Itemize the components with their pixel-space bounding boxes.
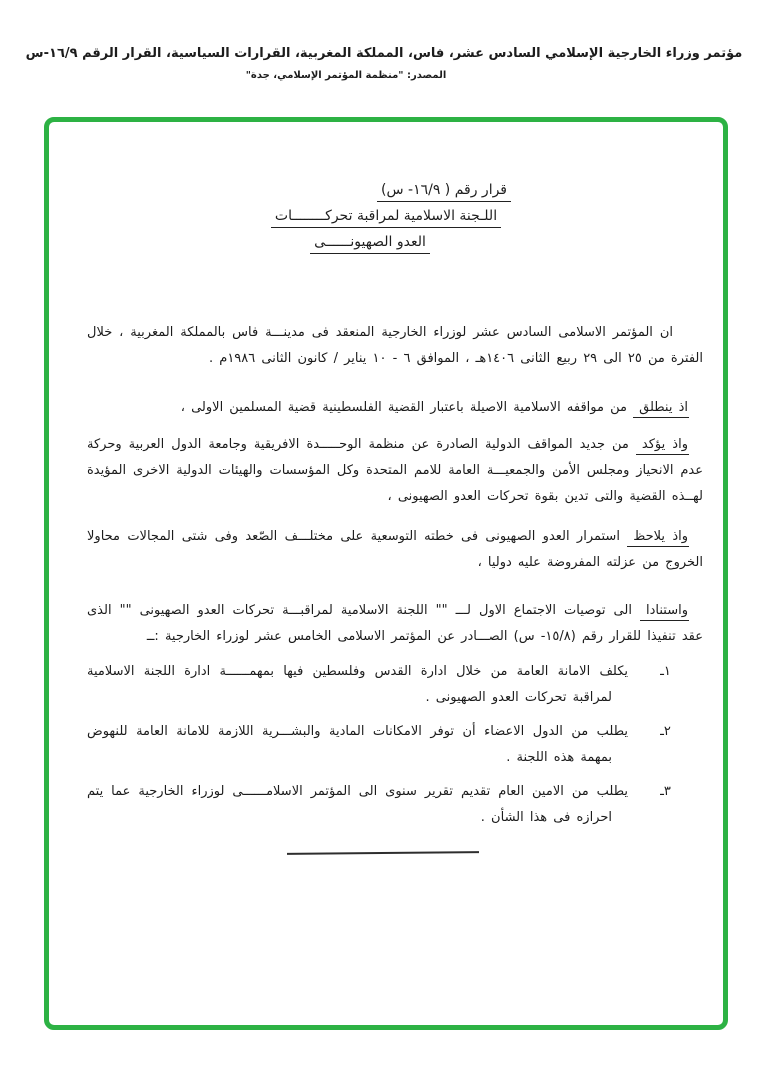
clause-2-text: من جديد المواقف الدولية الصادرة عن منظمة الوحـــــدة الافريقية وجامعة الدول العربية وحركة عدم الانحياز ومجلس الأمن والجمعيـــة العامة للامم المتحدة وكل المؤسسات والهيئات الدولية الاخرى المؤيدة لهــذه القضية والتى تدين بقوة تحركات العدو الصهيونى ،	[87, 437, 703, 504]
clause-3-lead-underlined: واذ يلاحظ	[627, 529, 689, 547]
operative-item-2	[87, 719, 703, 771]
clause-1-lead-underlined: اذ ينطلق	[633, 400, 689, 418]
resolution-subject-line2: العدو الصهيونــــــى	[310, 234, 430, 254]
clause-4-lead-underlined: واستنادا	[640, 603, 689, 621]
clause-3-text: استمرار العدو الصهيونى فى خطته التوسعية على مختلـــف الصّعد وفى شتى المجالات محاولا الخروج من عزلته المفروضة عليه دوليا ،	[87, 529, 703, 570]
clause-1-text: من مواقفه الاسلامية الاصيلة باعتبار القضية الفلسطينية قضية المسلمين الاولى ،	[180, 400, 627, 415]
resolution-number-line: قرار رقم ( ١٦/٩- س)	[377, 182, 511, 202]
document-frame	[44, 117, 728, 1030]
resolution-subject-line1: اللـجنة الاسلامية لمراقبة تحركــــــــات	[271, 208, 501, 228]
item-3-text: يطلب من الامين العام تقديم تقرير سنوى الى المؤتمر الاسلامــــــى لوزراء الخارجية عما يتم احرازه فى هذا الشأن .	[87, 784, 628, 825]
paragraph-clause-4	[87, 598, 703, 650]
preamble-text: ان المؤتمر الاسلامى السادس عشر لوزراء الخارجية المنعقد فى مدينـــة فاس بالمملكة المغربية ، خلال الفترة من ٢٥ الى ٢٩ ربيع الثانى ١٤٠٦هـ ، الموافق ٦ - ١٠ يناير / كانون الثانى ١٩٨٦م .	[87, 325, 703, 366]
operative-items	[87, 659, 703, 831]
item-1-number: ١ـ	[660, 664, 671, 679]
scan-header-source-line: مؤتمر وزراء الخارجية الإسلامي السادس عشر، فاس، المملكة المغربية، القرارات السياسية، القرار الرقم ١٦/٩-س	[25, 46, 743, 61]
paragraph-clause-2	[87, 432, 703, 510]
clause-4-text: الى توصيات الاجتماع الاول لـــ "" اللجنة الاسلامية لمراقبـــة تحركات العدو الصهيونى "" الذى عقد تنفيذا للقرار رقم (١٥/٨- س) الصـــادر عن المؤتمر الاسلامى الخامس عشر لوزراء الخارجية :ــ	[87, 603, 703, 644]
resolution-body	[87, 320, 703, 854]
scan-header	[0, 46, 768, 81]
end-divider	[287, 851, 479, 855]
operative-item-1	[87, 659, 703, 711]
paragraph-clause-1	[87, 395, 703, 421]
clause-2-lead-underlined: واذ يؤكد	[636, 437, 689, 455]
item-1-text: يكلف الامانة العامة من خلال ادارة القدس وفلسطين فيها بمهمــــــة ادارة اللجنة الاسلامية لمراقبة تحركات العدو الصهيونى .	[87, 664, 628, 705]
scan-header-publisher-line: المصدر: "منظمة المؤتمر الإسلامي، جدة"	[245, 70, 447, 81]
paragraph-preamble	[87, 320, 703, 372]
resolution-title	[271, 182, 507, 254]
operative-item-3	[87, 779, 703, 831]
item-2-text: يطلب من الدول الاعضاء أن توفر الامكانات المادية والبشـــرية اللازمة للامانة العامة للنهوض بمهمة هذه اللجنة .	[87, 724, 628, 765]
item-3-number: ٣ـ	[660, 784, 671, 799]
item-2-number: ٢ـ	[660, 724, 671, 739]
paragraph-clause-3	[87, 524, 703, 576]
